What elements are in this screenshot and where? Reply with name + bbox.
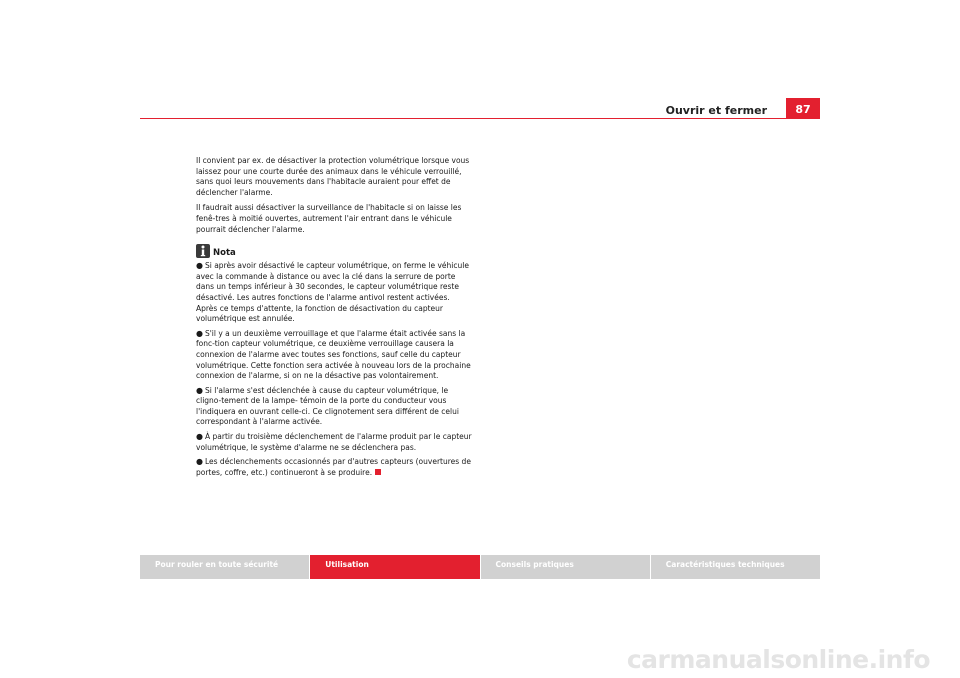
main-content: [196, 156, 472, 482]
list-item: [196, 386, 472, 428]
tab-caracteristiques[interactable]: Caractéristiques techniques: [651, 555, 820, 579]
watermark: carmanualsonline.info: [626, 645, 930, 674]
tab-conseils-pratiques[interactable]: Conseils pratiques: [481, 555, 650, 579]
list-item-text: S'il y a un deuxième verrouillage et que l'alarme était activée sans la fonc-tion capteur volumétrique, ce deuxième verrouillage causera la connexion de l'alarme avec toutes ses fonctions, sauf celle du capteur volumétrique. Cette fonction sera activée à nouveau lors de la prochaine connexion de l'alarme, si on ne la désactive pas volontairement.: [196, 328, 471, 381]
list-item: [196, 329, 472, 382]
tab-pour-rouler[interactable]: Pour rouler en toute sécurité: [140, 555, 309, 579]
paragraph: Il faudrait aussi désactiver la surveillance de l'habitacle si on laisse les fenê-tres à moitié ouvertes, autrement l'air entrant dans le véhicule pourrait déclencher l'alarme.: [196, 203, 462, 234]
list-item-text: À partir du troisième déclenchement de l'alarme produit par le capteur volumétrique, le système d'alarme ne se déclenchera pas.: [196, 432, 472, 452]
list-item-text: Les déclenchements occasionnés par d'autres capteurs (ouvertures de portes, coffre, etc.) continueront à se produire.: [196, 457, 471, 477]
list-item-text: Si l'alarme s'est déclenchée à cause du capteur volumétrique, le cligno-tement de la lampe- témoin de la porte du conducteur vous l'indiquera en ouvrant celle-ci. Ce clignotement sera différent de celui correspondant à l'alarme activée.: [196, 385, 459, 427]
list-item: [196, 457, 472, 478]
list-item: [196, 432, 472, 453]
bullet-icon: ●: [196, 261, 203, 271]
header-rule: [140, 118, 820, 119]
bullet-icon: ●: [196, 385, 203, 395]
bullet-icon: ●: [196, 432, 203, 442]
page-number: 87: [786, 98, 820, 119]
paragraph: Il convient par ex. de désactiver la protection volumétrique lorsque vous laissez pour une courte durée des animaux dans le véhicule verrouillé, sans quoi leurs mouvements dans l'habitacle auraient pour effet de déclencher l'alarme.: [196, 156, 470, 197]
nota-label: Nota: [213, 248, 236, 259]
nota-heading: [196, 244, 472, 258]
bullet-icon: ●: [196, 328, 203, 338]
tab-utilisation[interactable]: Utilisation: [310, 555, 479, 579]
end-of-section-icon: [375, 469, 381, 475]
section-title: Ouvrir et fermer: [665, 104, 767, 117]
list-item-text: Si après avoir désactivé le capteur volumétrique, on ferme le véhicule avec la commande à distance ou avec la clé dans la serrure de porte dans un temps inférieur à 30 secondes, le capteur volumétrique reste désactivé. Les autres fonctions de l'alarme antivol restent activées. Après ce temps d'attente, la fonction de désactivation du capteur volumétrique est annulée.: [196, 261, 469, 324]
bullet-icon: ●: [196, 457, 203, 467]
footer-nav: [140, 555, 820, 579]
list-item: [196, 261, 472, 325]
info-icon: [196, 244, 210, 258]
